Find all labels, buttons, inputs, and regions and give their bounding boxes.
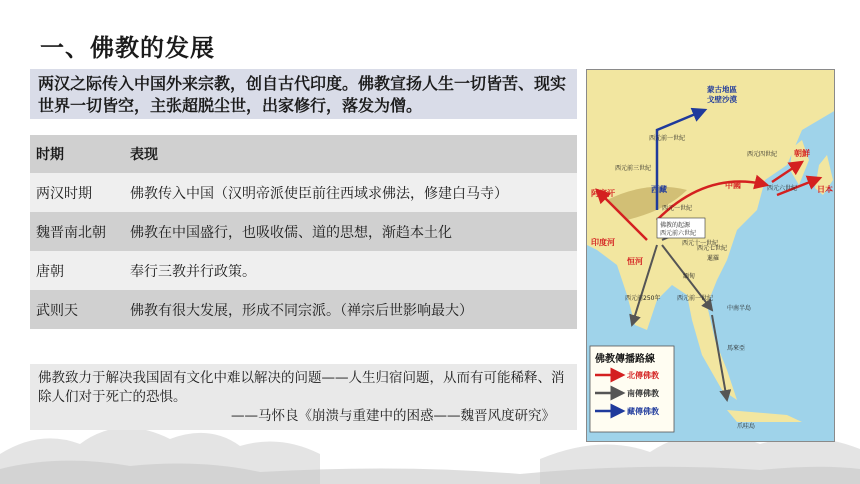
cell-period: 魏晋南北朝 xyxy=(36,224,106,241)
cell-description: 佛教传入中国（汉明帝派使臣前往西域求佛法，修建白马寺） xyxy=(130,185,508,202)
table-row xyxy=(30,173,577,212)
intro-text: 两汉之际传入中国外来宗教，创自古代印度。佛教宣扬人生一切皆苦、现实世界一切皆空，主张超脱尘世，出家修行，落发为僧。 xyxy=(30,69,577,119)
map-legend xyxy=(590,346,674,432)
java-island xyxy=(727,410,802,422)
header-period: 时期 xyxy=(36,147,64,163)
quote-box xyxy=(30,364,577,430)
buddhism-spread-map xyxy=(586,69,835,442)
cell-description: 奉行三教并行政策。 xyxy=(130,263,256,280)
map-label-malaysia: 馬來亞 xyxy=(727,345,746,352)
cell-description: 佛教在中国盛行，也吸收儒、道的思想，渐趋本土化 xyxy=(130,224,452,241)
map-label-c9: 西元十一世紀 xyxy=(682,240,719,247)
cell-description: 佛教有很大发展，形成不同宗派。（禅宗后世影响最大） xyxy=(130,302,473,319)
table-header-row xyxy=(30,135,577,173)
map-label-ganges: 恒河 xyxy=(627,257,643,266)
map-label-c2: 西元前三世紀 xyxy=(615,165,652,172)
cell-period: 唐朝 xyxy=(36,263,64,280)
map-label-c1: 西元前一世紀 xyxy=(649,135,686,142)
table-row xyxy=(30,251,577,290)
map-label-c4: 西元四世紀 xyxy=(747,151,778,158)
buddhism-history-table xyxy=(30,135,577,329)
quote-source: ——马怀良《崩溃与重建中的困惑——魏晋风度研究》 xyxy=(231,408,555,424)
cell-period: 武则天 xyxy=(36,302,78,319)
map-label-c7: 西元前250年 xyxy=(625,295,661,302)
map-label-korea: 朝鮮 xyxy=(794,149,810,158)
map-label-c6: 西元七世紀 xyxy=(697,245,728,252)
map-label-tibet: 西藏 xyxy=(651,185,667,194)
table-row xyxy=(30,290,577,329)
legend-north: 北傳佛教 xyxy=(627,371,659,380)
map-label-china: 中國 xyxy=(725,181,741,190)
cell-period: 两汉时期 xyxy=(36,185,92,202)
map-label-indochina: 中南半島 xyxy=(727,305,752,312)
map-label-siam: 暹羅 xyxy=(707,255,720,262)
legend-south: 南傳佛教 xyxy=(627,389,659,398)
legend-tibetan: 藏傳佛教 xyxy=(627,407,659,416)
map-label-java: 爪哇島 xyxy=(737,423,756,430)
map-label-origin: 佛教的起源西元前六世紀 xyxy=(660,222,697,237)
header-description: 表现 xyxy=(130,147,158,163)
map-label-c5: 西元六世紀 xyxy=(767,185,798,192)
map-label-gobi: 戈壁沙漠 xyxy=(707,95,737,104)
map-label-mongolia: 蒙古地區 xyxy=(707,85,737,94)
map-label-japan: 日本 xyxy=(817,185,833,194)
map-label-c8: 西元前一世紀 xyxy=(677,295,714,302)
page-title: 一、佛教的发展 xyxy=(40,34,215,62)
map-label-c3: 西元一世紀 xyxy=(662,205,693,212)
quote-text: 佛教致力于解决我国固有文化中难以解决的问题——人生归宿问题，从而有可能稀释、消除人们对于死亡的恐惧。 xyxy=(38,370,565,405)
map-label-burma: 緬甸 xyxy=(683,273,696,280)
table-row xyxy=(30,212,577,251)
map-label-afghan: 阿富汗 xyxy=(591,189,615,198)
legend-title: 佛教傳播路線 xyxy=(595,354,655,365)
map-label-indus: 印度河 xyxy=(591,238,615,247)
